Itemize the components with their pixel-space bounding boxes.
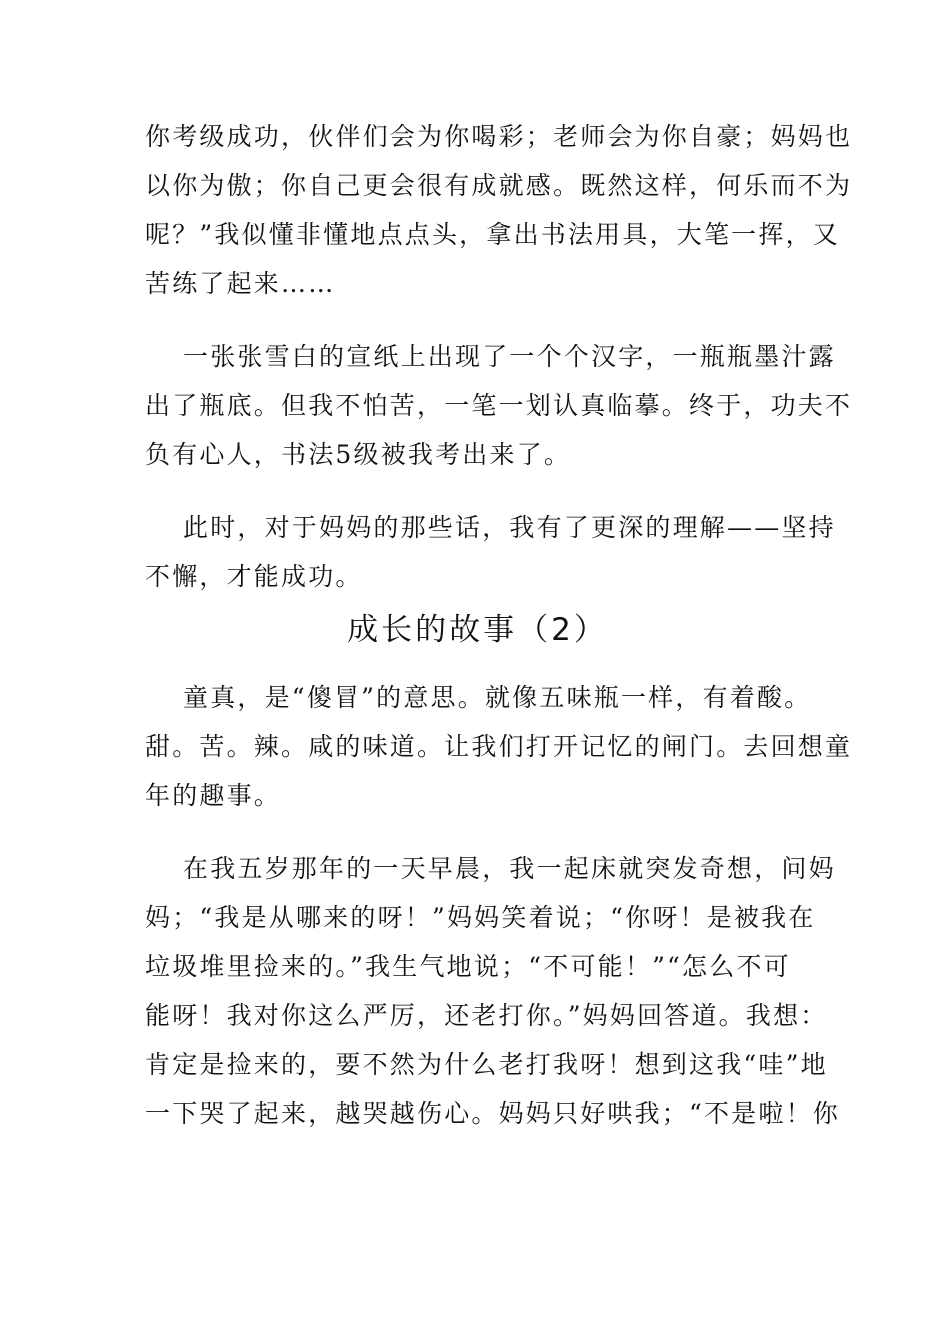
text-line: 苦练了起来…… (145, 269, 336, 298)
paragraph-2 (145, 332, 853, 479)
text-line: 以你为傲；你自己更会很有成就感。既然这样，何乐而不为 (145, 171, 853, 200)
paragraph-4 (145, 673, 853, 820)
text-line: 能呀！我对你这么严厉，还老打你。”妈妈回答道。我想： (145, 1001, 828, 1030)
text-line: 此时，对于妈妈的那些话，我有了更深的理解——坚持 (183, 513, 836, 542)
text-line: 你考级成功，伙伴们会为你喝彩；老师会为你自豪；妈妈也 (145, 122, 853, 151)
text-line: 童真，是“傻冒”的意思。就像五味瓶一样，有着酸。 (183, 683, 812, 712)
text-line: 出了瓶底。但我不怕苦，一笔一划认真临摹。终于，功夫不 (145, 391, 853, 420)
text-line: 负有心人，书法5级被我考出来了。 (145, 440, 572, 469)
text-line: 肯定是捡来的，要不然为什么老打我呀！想到这我“哇”地 (145, 1050, 828, 1079)
text-line: 年的趣事。 (145, 781, 282, 810)
paragraph-1 (145, 112, 853, 308)
text-line: 一张张雪白的宣纸上出现了一个个汉字，一瓶瓶墨汁露 (183, 342, 836, 371)
text-line: 呢？”我似懂非懂地点点头，拿出书法用具，大笔一挥，又 (145, 220, 840, 249)
section-heading: 成长的故事（2） (347, 612, 608, 648)
paragraph-spacer (145, 308, 810, 332)
document-page (145, 112, 853, 1138)
text-line: 甜。苦。辣。咸的味道。让我们打开记忆的闸门。去回想童 (145, 732, 853, 761)
paragraph-5 (145, 844, 840, 1138)
paragraph-spacer (145, 479, 810, 503)
text-line: 不懈，才能成功。 (145, 562, 363, 591)
text-line: 妈；“我是从哪来的呀！”妈妈笑着说；“你呀！是被我在 (145, 903, 816, 932)
text-line: 垃圾堆里捡来的。”我生气地说；“不可能！”“怎么不可 (145, 952, 791, 981)
paragraph-3 (145, 503, 836, 601)
text-line: 一下哭了起来，越哭越伤心。妈妈只好哄我；“不是啦！你 (145, 1099, 840, 1128)
paragraph-spacer (145, 820, 810, 844)
text-line: 在我五岁那年的一天早晨，我一起床就突发奇想，问妈 (183, 854, 836, 883)
